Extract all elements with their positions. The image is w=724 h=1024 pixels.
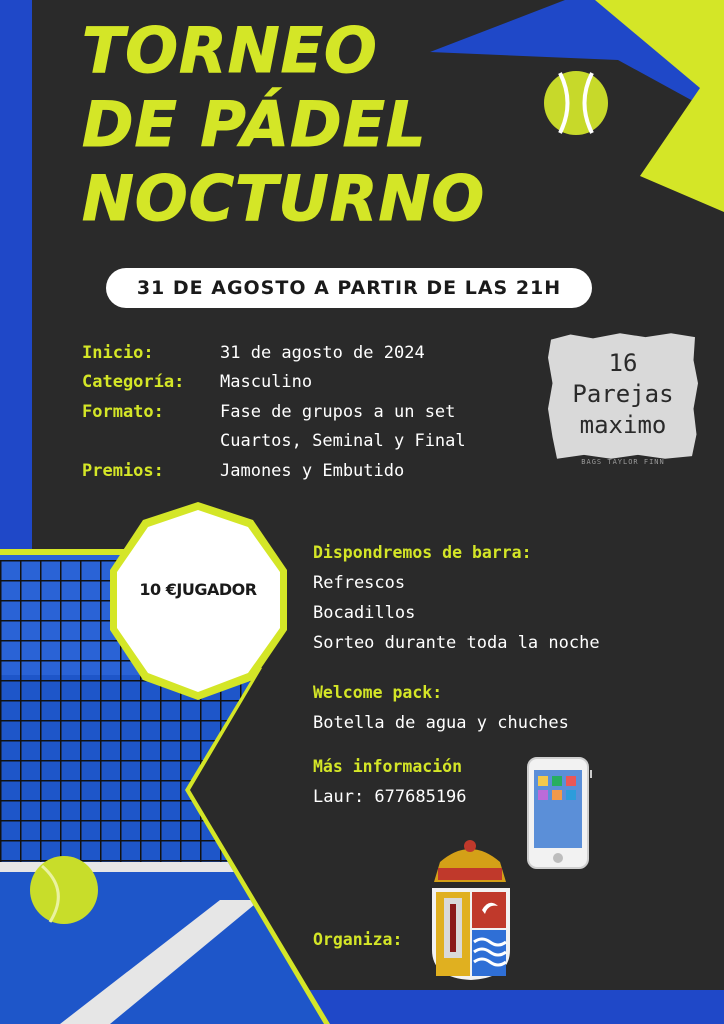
organiza-label: Organiza: <box>313 930 403 949</box>
stamp-line-1: 16 <box>608 349 638 377</box>
title-line-1: TORNEO <box>82 14 378 87</box>
date-banner: 31 DE AGOSTO A PARTIR DE LAS 21H <box>106 268 592 308</box>
barra-title: Dispondremos de barra: <box>313 543 532 562</box>
info-value: Masculino <box>220 372 313 393</box>
title-line-3: NOCTURNO <box>82 162 486 235</box>
barra-item: Bocadillos <box>313 603 416 623</box>
barra-item: Refrescos <box>313 573 406 593</box>
title-line-2: DE PÁDEL <box>82 88 427 161</box>
welcome-text: Botella de agua y chuches <box>313 713 569 733</box>
info-label: Categoría: <box>82 372 185 393</box>
stamp-line-2: Parejas <box>572 380 674 408</box>
info-label: Inicio: <box>82 342 154 363</box>
stamp-line-3: maximo <box>579 411 667 439</box>
info-value: Jamones y Embutido <box>220 460 405 481</box>
stamp-subtext: BAGS TAYLOR FINN <box>581 458 665 466</box>
info-label: Formato: <box>82 401 164 422</box>
price-label: 10 €JUGADOR <box>139 580 257 599</box>
barra-item: Sorteo durante toda la noche <box>313 633 600 653</box>
info-value: Fase de grupos a un set <box>220 401 456 422</box>
welcome-title: Welcome pack: <box>313 683 443 702</box>
contact-phone: Laur: 677685196 <box>313 787 467 807</box>
contact-title: Más información <box>313 757 463 776</box>
info-value: 31 de agosto de 2024 <box>220 342 425 363</box>
info-label: Premios: <box>82 460 164 481</box>
info-value: Cuartos, Seminal y Final <box>220 431 466 452</box>
